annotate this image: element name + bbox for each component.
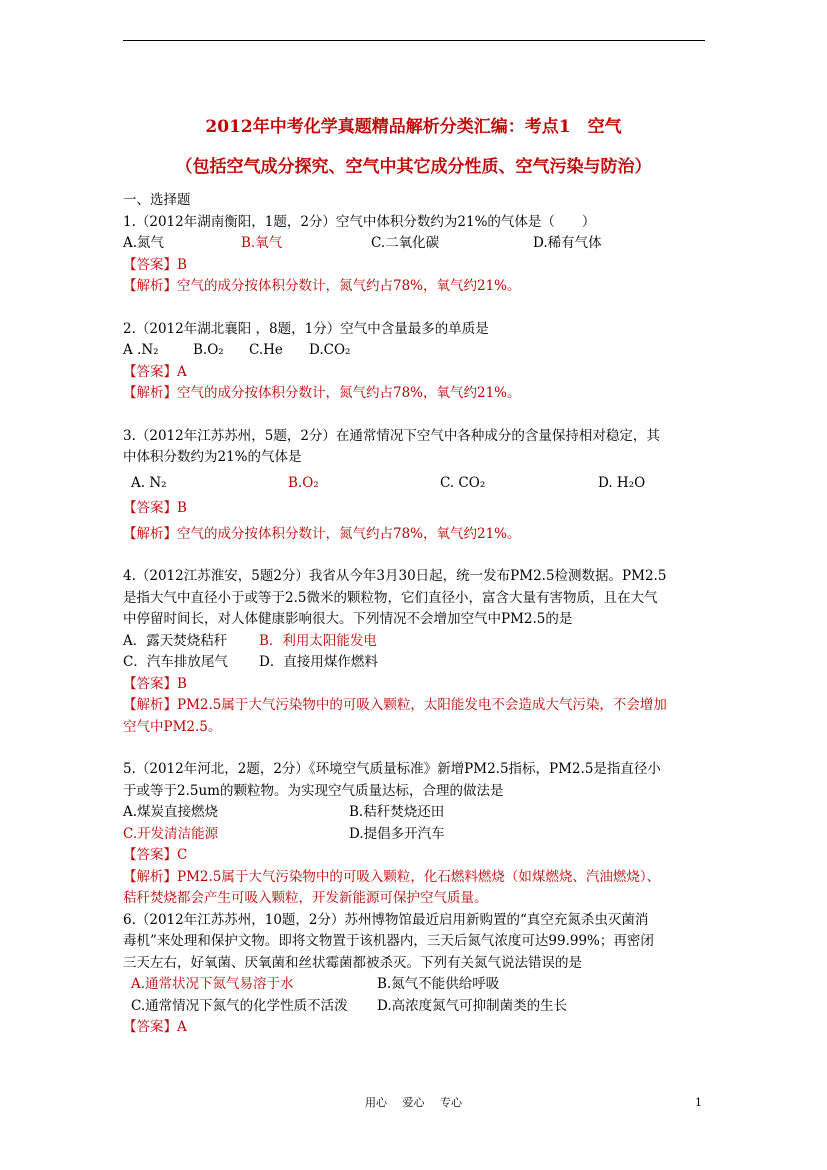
footer-word-2: 爱心	[402, 1096, 425, 1109]
q3-option-c: C. CO₂	[440, 474, 486, 491]
document-subtitle: （包括空气成分探究、空气中其它成分性质、空气污染与防治）	[175, 157, 652, 177]
q4-option-d: D．直接用煤作燃料	[259, 654, 378, 670]
q5-option-b: B.秸秆焚烧还田	[349, 804, 445, 820]
q1-option-a: A.氮气	[123, 235, 165, 251]
q4-option-c: C．汽车排放尾气	[123, 654, 228, 670]
q3-stem-line2: 中体积分数约为21%的气体是	[123, 449, 302, 465]
q4-options-row2	[123, 652, 708, 674]
footer-word-3: 专心	[440, 1096, 462, 1109]
q4-analysis-line1: 【解析】PM2.5属于大气污染物中的可吸入颗粒，太阳能发电不会造成大气污染，不会增加	[123, 697, 667, 713]
page-footer	[0, 1094, 827, 1110]
footer-word-1: 用心	[365, 1096, 387, 1109]
q3-option-b: B.O₂	[288, 474, 319, 491]
q5-analysis-line2: 秸秆焚烧都会产生可吸入颗粒，开发新能源可保护空气质量。	[123, 890, 488, 906]
q2-stem: 2.（2012年湖北襄阳 ，8题，1分）空气中含量最多的单质是	[123, 320, 489, 337]
q5-option-d: D.提倡多开汽车	[349, 825, 445, 842]
page-number: 1	[695, 1096, 702, 1109]
q6-options-row1	[123, 974, 708, 996]
document-title: 2012年中考化学真题精品解析分类汇编：考点1 空气	[205, 117, 622, 137]
q2-option-c: C.He	[249, 342, 283, 358]
q1-stem: 1.（2012年湖南衡阳，1题，2分）空气中体积分数约为21%的气体是（ ）	[123, 213, 596, 230]
q2-answer: 【答案】A	[123, 363, 187, 380]
q3-analysis: 【解析】空气的成分按体积分数计，氮气约占78%，氧气约21%。	[123, 525, 521, 542]
q2-option-b: B.O₂	[193, 342, 224, 358]
q5-options-row2	[123, 824, 708, 846]
q6-stem-line3: 三天左右，好氧菌、厌氧菌和丝状霉菌都被杀灭。下列有关氮气说法错误的是	[123, 954, 582, 971]
q6-option-d: D.高浓度氮气可抑制菌类的生长	[377, 997, 568, 1014]
q1-option-c: C.二氧化碳	[371, 235, 440, 251]
q6-option-c: C.通常情况下氮气的化学性质不活泼	[131, 997, 348, 1014]
q3-options	[123, 473, 708, 495]
q4-option-a: A．露天焚烧秸秆	[123, 632, 228, 649]
q1-analysis: 【解析】空气的成分按体积分数计，氮气约占78%，氧气约21%。	[123, 278, 521, 294]
q6-option-b: B.氮气不能供给呼吸	[377, 976, 500, 992]
q2-option-d: D.CO₂	[309, 342, 351, 358]
q4-stem-line1: 4.（2012江苏淮安，5题2分）我省从今年3月30日起，统一发布PM2.5检测数据。PM2.5	[123, 568, 667, 584]
q6-stem-line2: 毒机”来处理和保护文物。即将文物置于该机器内，三天后氮气浓度可达99.99%；再密闭	[123, 933, 654, 949]
q6-option-a: A.通常状况下氮气易溶于水	[131, 976, 294, 992]
header-rule	[123, 40, 705, 41]
q2-analysis: 【解析】空气的成分按体积分数计，氮气约占78%，氧气约21%。	[123, 385, 521, 401]
q5-analysis-line1: 【解析】PM2.5属于大气污染物中的可吸入颗粒，化石燃料燃烧（如煤燃烧、汽油燃烧）、	[123, 868, 661, 885]
q4-analysis-line2: 空气中PM2.5。	[123, 718, 222, 735]
q4-stem-line3: 中停留时间长，对人体健康影响很大。下列情况不会增加空气中PM2.5的是	[123, 611, 573, 627]
q1-answer: 【答案】B	[123, 256, 187, 273]
q3-option-a: A. N₂	[131, 474, 167, 491]
q5-options-row1	[123, 802, 708, 824]
q5-stem-line2: 于或等于2.5um的颗粒物。为实现空气质量达标，合理的做法是	[123, 782, 504, 799]
q5-option-c: C.开发清洁能源	[123, 825, 219, 842]
q5-option-a: A.煤炭直接燃烧	[123, 804, 219, 820]
q4-answer: 【答案】B	[123, 675, 187, 692]
q1-options	[123, 233, 708, 255]
q4-options-row1	[123, 631, 708, 653]
q3-answer: 【答案】B	[123, 500, 187, 516]
q3-option-d: D. H₂O	[598, 474, 646, 491]
q4-option-b: B．利用太阳能发电	[259, 632, 377, 649]
q2-option-a: A .N₂	[123, 342, 159, 358]
q6-stem-line1: 6.（2012年江苏苏州，10题，2分）苏州博物馆最近启用新购置的“真空充氮杀虫灭菌消	[123, 911, 649, 928]
q1-option-b: B.氧气	[241, 235, 283, 251]
q4-stem-line2: 是指大气中直径小于或等于2.5微米的颗粒物，它们直径小，富含大量有害物质，且在大气	[123, 589, 658, 606]
q2-options	[123, 340, 708, 362]
q6-options-row2	[123, 996, 708, 1018]
q5-stem-line1: 5.（2012年河北，2题，2分）《环境空气质量标准》新增PM2.5指标，PM2.5是指直径小	[123, 761, 661, 777]
q3-stem-line1: 3.（2012年江苏苏州，5题，2分）在通常情况下空气中各种成分的含量保持相对稳定，其	[123, 427, 660, 444]
q1-option-d: D.稀有气体	[533, 235, 602, 251]
q5-answer: 【答案】C	[123, 847, 188, 863]
q6-answer: 【答案】A	[123, 1019, 187, 1035]
document-body	[123, 190, 708, 1039]
section-heading: 一、选择题	[123, 192, 191, 208]
